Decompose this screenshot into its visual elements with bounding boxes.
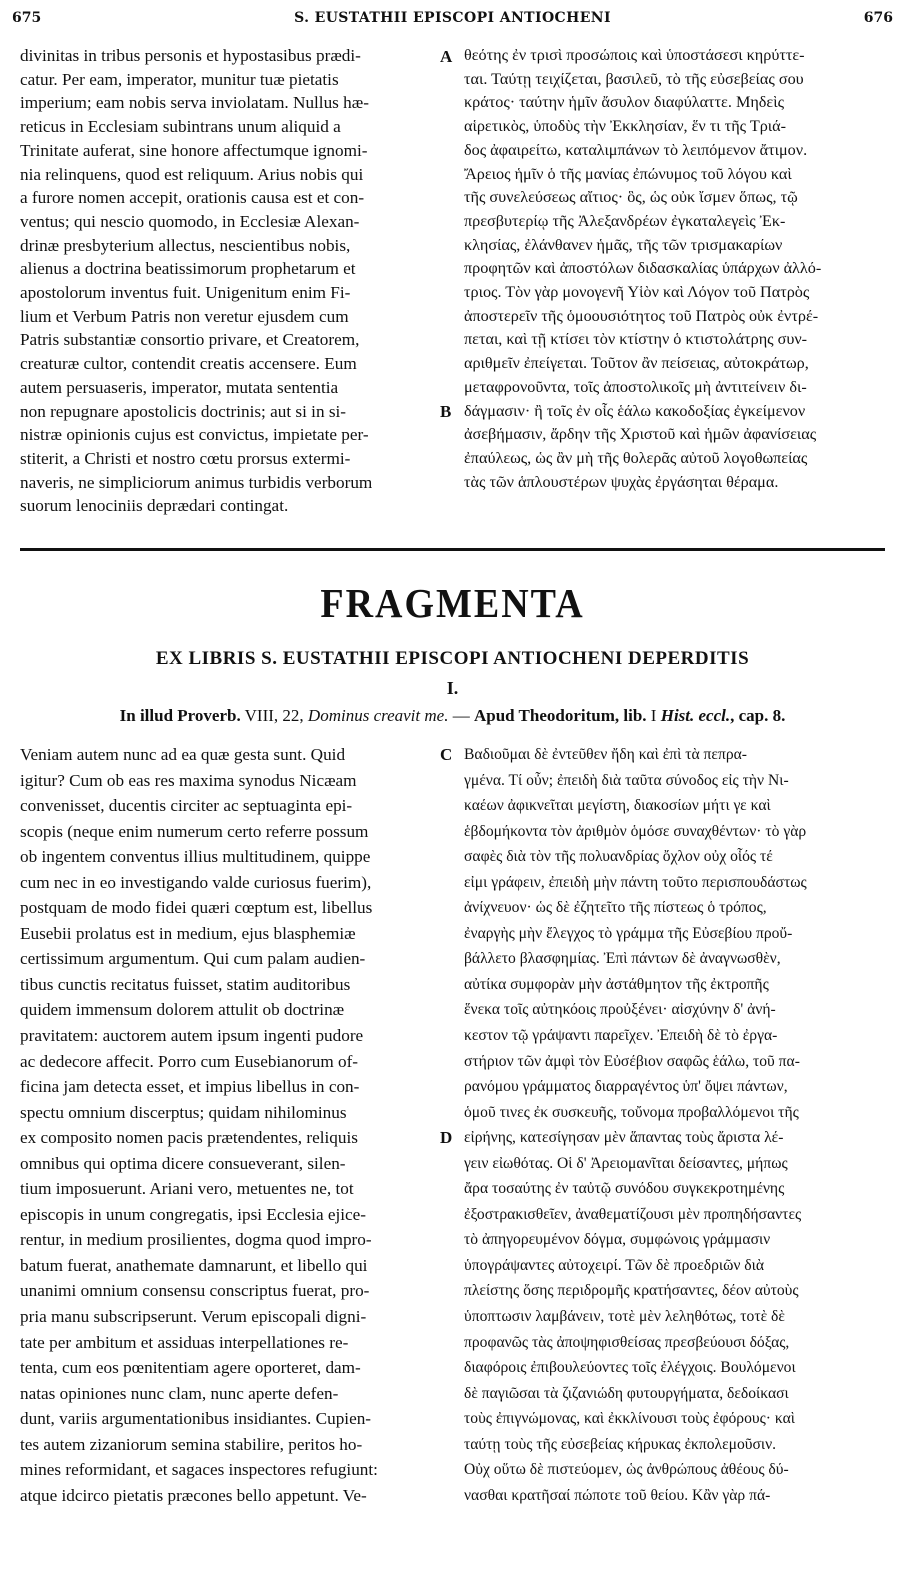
latin-top-line: a furore nomen accepit, orationis causa est et con- [20,188,365,208]
latin-top-line: nistræ opinionis cujus est convictus, impietate per- [20,425,369,445]
greek-bottom-line: προφανῶς τὰς ἀποψηφισθείσας πρεσβεύουσι δόξας, [464,1333,790,1351]
latin-top-line: alienus a doctrina beatissimorum prophetarum et [20,259,356,279]
latin-top-line: divinitas in tribus personis et hypostasibus prædi- [20,46,361,65]
greek-bottom-line: πλείστης ὅσης περιδρομῆς κρατήσαντες, δέον αὐτοὺς [464,1282,799,1300]
greek-bottom-line: ὑπογράψαντες αὐτοχειρί. Τῶν δὲ προεδριῶν διὰ [464,1256,764,1274]
source-prefix: In illud Proverb. [119,706,241,725]
greek-bottom-line: εἰμι γράφειν, ἐπειδὴ μὴν πάντη τοῦτο περισπουδάστως [464,873,807,891]
latin-bottom-line: tes autem zizaniorum semina stabilire, peritos ho- [20,1434,363,1454]
latin-top-line: stiterit, a Christi et nostro cœtu prorsus extermi- [20,448,351,468]
greek-bottom-line: δὲ παγιῶσαι τὰ ζιζανιώδη φυτουργήματα, δεδοίκασι [464,1384,789,1402]
latin-top-line: ventus; qui nescio quomodo, in Ecclesiæ Alexan- [20,211,360,231]
greek-top-line: τὰς τῶν ἁπλουστέρων ψυχὰς ἐργάσηται θέραμα. [464,472,779,491]
latin-top-line: naveris, ne simpliciorum animus turbidis verborum [20,472,373,492]
greek-bottom-line: εἰρήνης, κατεσίγησαν μὲν ἅπαντας τοὺς ἄριστα λέ- [464,1129,784,1147]
source-dash: — [452,706,470,725]
page-number-right: 676 [863,10,893,26]
source-reference [20,706,885,726]
latin-top-line: lium et Verbum Patris non veretur ejusdem cum [20,306,349,326]
latin-top-line: creaturæ cultor, contendit creatis accensere. Eum [20,354,357,374]
greek-bottom-line: στήριον τῶν ἀμφὶ τὸν Εὐσέβιον σαφῶς ἑάλω, τοῦ πα- [464,1052,800,1070]
margin-letter-a: A [440,47,453,66]
source-apud: Apud Theodoritum, lib. [473,706,647,725]
latin-top-line: suorum lenociniis deprædari contingat. [20,496,289,516]
greek-bottom-line: τοὺς ἐπιγνώμονας, καὶ ἐκκλίνουσι τοὺς ἐφόρους· καὶ [464,1410,795,1428]
latin-bottom-line: ob ingentem conventus illius multitudinem, quippe [20,847,371,867]
latin-bottom-line: mines reformidant, et sagaces inspectores refugiunt: [20,1460,378,1480]
greek-top-line: ἀποστερεῖν τῆς ὁμοουσιότητος τοῦ Πατρὸς οὐκ ἐντρέ- [464,306,819,325]
greek-bottom-line: ἐναργὴς μὴν ἔλεγχος τὸ γράμμα τῆς Εὐσεβίου προὔ- [464,924,793,942]
greek-bottom-line: τὸ ἀπηγορευμένον δόγμα, συμφώνοις γράμμασιν [464,1231,771,1249]
greek-bottom-line: κεστον τῷ γράψαντι παρεῖχεν. Ἐπειδὴ δὲ τὸ ἐργα- [464,1027,778,1045]
greek-bottom-line: νασθαι κρατῆσαί πώποτε τοῦ θείου. Κἂν γὰρ πά- [464,1486,771,1504]
greek-top-line: κλησίας, ἐλάνθανεν ἡμᾶς, τῆς τῶν τρισμακαρίων [464,235,783,254]
greek-top-line: πρεσβυτερίῳ τῆς Ἀλεξανδρέων ἐγκαταλεγεὶς Ἐκ- [464,211,786,230]
greek-top-line: ται. Ταύτῃ τειχίζεται, βασιλεῦ, τὸ τῆς εὐσεβείας σου [464,69,804,88]
latin-bottom-line: omnibus qui optima dicere consueverant, silen- [20,1153,346,1173]
latin-bottom-line: unanimi omnium consensu conscriptus fuerat, pro- [20,1281,370,1301]
latin-bottom-line: tenta, cum eos pœnitentiam agere oporteret, dam- [20,1358,361,1378]
greek-top-line: δάγμασιν· ἢ τοῖς ἐν οἷς ἑάλω κακοδοξίας ἐγκείμενον [464,401,806,420]
greek-bottom-line: σαφὲς διὰ τὸν τῆς πολυανδρίας ὄχλον οὐχ οἷός τέ [464,848,773,866]
page-number-left: 675 [12,10,42,26]
latin-bottom-line: cum nec in eo investigando valde curiosus fuerim), [20,872,372,892]
latin-top-line: nia relinquens, quod est reliquum. Arius nobis qui [20,164,364,184]
latin-bottom-line: ex composito nomen pacis prætendentes, reliquis [20,1128,358,1148]
margin-letter-b: B [440,402,452,421]
latin-bottom-line: ac dedecore affecit. Porro cum Eusebianorum of- [20,1051,359,1071]
greek-top-line: αριθμεῖν ἐπείγεται. Τοῦτον ἂν πείσειας, αὐτοκράτωρ, [464,354,809,373]
greek-top-line: δος ἀφαιρείτω, καταλιμπάνων τὸ λειπόμενον ἄτιμον. [464,140,808,159]
latin-bottom-line: igitur? Cum ob eas res maxima synodus Nicæam [20,770,357,790]
latin-bottom-line: ficina jam detecta esset, et impius libellus in con- [20,1077,360,1097]
greek-top-line: κράτος· ταύτην ἡμῖν ἄσυλον διαφύλαττε. Μηδεὶς [464,93,784,112]
latin-bottom-line: dunt, variis argumentationibus insidiantes. Cupien- [20,1409,372,1429]
latin-top-line: Patris substantiæ consortio privare, et Creatorem, [20,330,360,350]
latin-top-line: Trinitate auferat, sine honore affectumque ignomi- [20,140,368,160]
source-ref: VIII, 22, [244,706,304,725]
latin-bottom-line: tate per ambitum et assiduas interpellationes re- [20,1332,349,1352]
latin-bottom-line: tibus cunctis recitatus fuisset, statim auditoribus [20,974,351,994]
latin-bottom-line: pria manu subscripserunt. Verum episcopali digni- [20,1307,367,1327]
latin-top-line: drinæ presbyterium allectus, nescientibus nobis, [20,235,351,255]
latin-bottom-line: scopis (neque enim numerum certo referre possum [20,821,369,841]
greek-top-line: ἐπαύλεως, ὡς ἂν μὴ τῆς θολερᾶς αὐτοῦ λογοθωπείας [464,448,808,467]
margin-letter-d: D [440,1128,453,1147]
greek-bottom-line: βάλλετο βλασφημίας. Ἐπὶ πάντων δὲ ἀναγνωσθὲν, [464,950,781,968]
greek-bottom-line: διαφόροις ἐπιβουλεύοντες τοῖς ἐλέγχοις. Βουλόμενοι [464,1359,796,1377]
fragmenta-title: FRAGMENTA [320,581,585,627]
greek-top-line: θεότης ἐν τρισὶ προσώποις καὶ ὑποστάσεσι κηρύττε- [464,46,805,64]
latin-column-top [20,44,440,518]
greek-bottom-line: γμένα. Τί οὖν; ἐπειδὴ διὰ ταῦτα σύνοδος εἰς τὴν Νι- [464,771,789,789]
fragmenta-subtitle: EX LIBRIS S. EUSTATHII EPISCOPI ANTIOCHENI DEPERDITIS [155,648,750,669]
greek-top-line: πεται, καὶ τῇ κτίσει τὸν κτίστην ὁ κτιστολάτρης συν- [464,330,808,349]
greek-column-bottom [464,742,894,1508]
latin-bottom-line: quidem immensum dolorem attulit ob doctrinæ [20,1000,345,1020]
latin-top-line: reticus in Ecclesiam subintrans unum aliquid a [20,117,341,137]
greek-top-line: ἀσεβήμασιν, ἄρδην τῆς Χριστοῦ καὶ ἡμῶν ἀφανίσειας [464,425,817,444]
greek-top-line: προφητῶν καὶ ἀποστόλων διδασκαλίας ὑπάρχων ἀλλό- [464,259,822,278]
greek-bottom-line: Οὐχ οὕτω δὲ πιστεύομεν, ὡς ἀνθρώπους ἀθέους δύ- [464,1461,789,1479]
section-divider [20,548,885,551]
greek-bottom-line: ἕνεκα τοῖς αὐτηκόοις προὐξένει· αἰσχύνην δ' ἀνή- [464,1001,776,1019]
greek-bottom-line: ὁμοῦ τινες ἐκ συσκευῆς, τοὔνομα προβαλλόμενοι τῆς [464,1103,799,1121]
latin-bottom-line: atque idcirco pietatis præcones bello appetunt. Ve- [20,1485,367,1505]
greek-bottom-line: ρανόμου γράμματος διαρραγέντος ὑπ' ὄψει πάντων, [464,1078,788,1096]
latin-bottom-line: Veniam autem nunc ad ea quæ gesta sunt. Quid [20,745,346,764]
greek-bottom-line: ἐξοστρακισθεῖεν, ἀναθεματίζουσι μὲν προπηδήσαντες [464,1205,802,1223]
greek-top-line: αἱρετικὸς, ὑποδὺς τὴν Ἐκκλησίαν, ἕν τι τῆς Τριά- [464,117,787,136]
latin-bottom-line: convenisset, ducentis circiter ac septuaginta epi- [20,796,353,816]
section-number: I. [446,678,459,698]
greek-bottom-line: ταύτῃ τοὺς τῆς εὐσεβείας κήρυκας ἐκπολεμοῦσιν. [464,1435,777,1453]
latin-bottom-line: rentur, in medium prosilientes, dogma quod impro- [20,1230,372,1250]
greek-bottom-line: καέων ἀφικνεῖται μεγίστη, διακοσίων μήτι γε καὶ [464,797,771,815]
greek-bottom-line: ὑποπτωσιν λαμβάνειν, τοτὲ μὲν λεληθότως, τοτὲ δὲ [464,1308,785,1326]
latin-bottom-line: pravitatem: auctorem autem ipsum ingenti pudore [20,1026,364,1046]
running-header [12,10,893,36]
latin-top-line: apostolorum inventus fuit. Unigenitum enim Fi- [20,283,351,303]
greek-bottom-line: Βαδιοῦμαι δὲ ἐντεῦθεν ἤδη καὶ ἐπὶ τὰ πεπρα- [464,746,747,763]
latin-top-line: autem persuaseris, imperator, mutata sententia [20,377,339,397]
latin-bottom-line: episcopis in unum congregatis, ipsi Ecclesia ejice- [20,1204,367,1224]
latin-bottom-line: tium imposuerunt. Ariani vero, metuentes ne, tot [20,1179,354,1199]
source-hist: Hist. eccl. [660,706,731,725]
latin-bottom-line: natas opiniones nunc clam, nunc aperte defen- [20,1383,339,1403]
margin-letter-c: C [440,745,453,764]
greek-top-line: τῆς συνελεύσεως αἴτιος· ὃς, ὡς οὐκ ἴσμεν ὅπως, τῷ [464,188,798,207]
source-quote: Dominus creavit me. [307,706,449,725]
source-lib: I [650,706,657,725]
latin-bottom-line: postquam de modo fidei quæri cœptum est, libellus [20,898,373,918]
greek-bottom-line: αὐτίκα συμφορὰν μὴν ἀστάθμητον τῆς ἐκτροπῆς [464,975,769,993]
greek-bottom-line: ἑβδομήκοντα τὸν ἀριθμὸν ὁμόσε συναχθέντων· τὸ γὰρ [464,822,807,840]
latin-top-line: imperium; eam nobis serva inviolatam. Nullus hæ- [20,93,369,113]
latin-bottom-line: spectu omnium discerptus; quidam nihilominus [20,1102,347,1122]
greek-bottom-line: ἀνίχνευον· ὡς δὲ ἐζητεῖτο τῆς πίστεως ὁ τρόπος, [464,899,767,917]
latin-top-line: catur. Per eam, imperator, munitur tuæ pietatis [20,69,339,89]
greek-bottom-line: ἄρα τοσαύτης ἐν ταὐτῷ συνόδου συγκεκροτημένης [464,1180,785,1198]
latin-column-bottom [20,742,440,1508]
running-title: S. EUSTATHII EPISCOPI ANTIOCHENI [294,10,611,26]
latin-bottom-line: batum fuerat, anathemate damnarunt, et libello qui [20,1255,368,1275]
greek-top-line: τριος. Τὸν γὰρ μονογενῆ Υἱὸν καὶ Λόγον τοῦ Πατρὸς [464,283,810,302]
latin-bottom-line: certissimum argumentum. Qui cum palam audien- [20,949,366,969]
greek-column-top [464,44,894,494]
greek-bottom-line: γειν εἰωθότας. Οἱ δ' Ἀρειομανῖται δείσαντες, μήπως [464,1154,788,1172]
latin-top-line: non repugnare apostolicis doctrinis; aut si in si- [20,401,347,421]
greek-top-line: μεταφρονοῦντα, τοῖς ἀποστολικοῖς μὴ ἀντιτείνειν δι- [464,377,807,396]
source-cap: , cap. 8. [730,706,786,725]
latin-bottom-line: Eusebii prolatus est in medium, ejus blasphemiæ [20,923,356,943]
greek-top-line: Ἄρειος ἡμῖν ὁ τῆς μανίας ἐπώνυμος τοῦ λόγου καὶ [464,164,792,183]
